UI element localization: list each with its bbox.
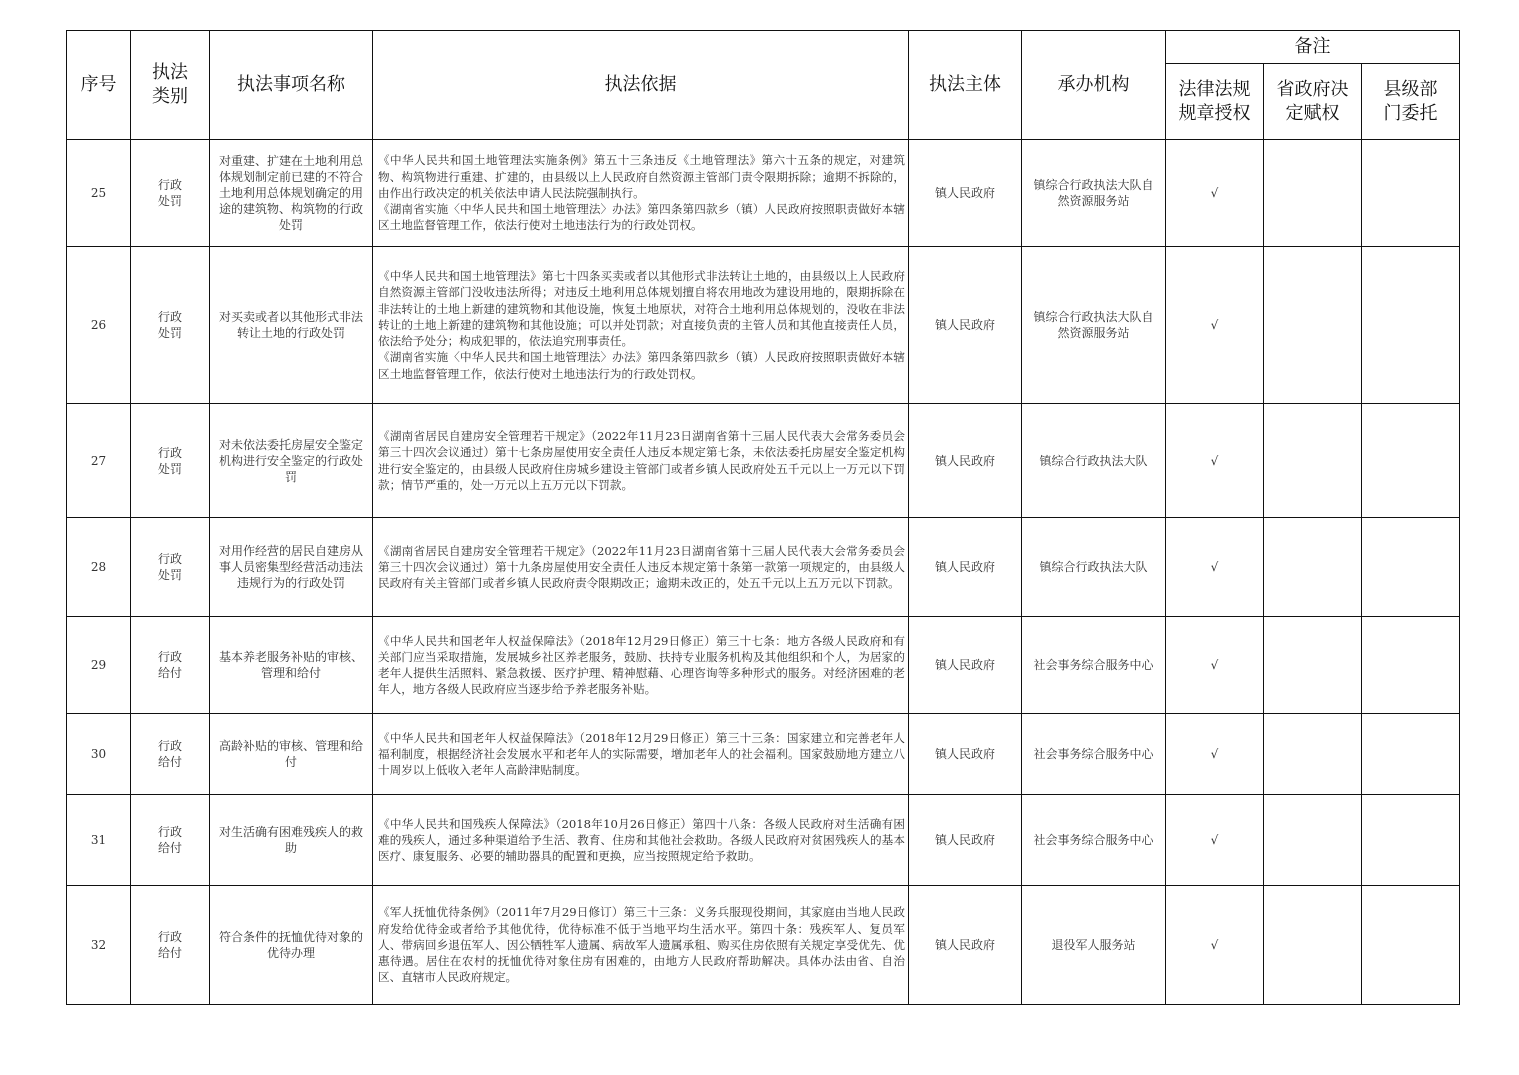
cell-county-entrust xyxy=(1362,714,1460,795)
cell-agency xyxy=(1022,247,1166,404)
cell-seq xyxy=(67,518,131,617)
cell-category xyxy=(131,795,210,886)
cell-agency xyxy=(1022,140,1166,247)
cell-item-name-text: 符合条件的抚恤优待对象的优待办理 xyxy=(218,930,363,960)
cell-county-entrust xyxy=(1362,404,1460,518)
cell-item-name xyxy=(210,404,373,518)
cell-subject xyxy=(909,886,1022,1005)
cell-subject xyxy=(909,795,1022,886)
cell-basis-text xyxy=(373,264,908,385)
cell-law-auth xyxy=(1166,140,1264,247)
cell-law-auth-text: √ xyxy=(1210,938,1219,952)
cell-category xyxy=(131,714,210,795)
cell-agency xyxy=(1022,795,1166,886)
cell-subject-text: 镇人民政府 xyxy=(934,186,995,200)
cell-law-auth xyxy=(1166,795,1264,886)
table-row xyxy=(67,247,1460,404)
cell-item-name xyxy=(210,518,373,617)
cell-agency xyxy=(1022,617,1166,714)
cell-prov-auth xyxy=(1264,518,1362,617)
cell-category xyxy=(131,247,210,404)
cell-basis xyxy=(373,714,909,795)
cell-item-name-text: 高龄补贴的审核、管理和给付 xyxy=(218,739,363,769)
cell-law-auth xyxy=(1166,247,1264,404)
cell-subject-text: 镇人民政府 xyxy=(934,938,995,952)
header-category xyxy=(131,31,210,140)
cell-category-text: 行政处罚 xyxy=(157,445,182,476)
cell-seq-text: 28 xyxy=(90,560,107,574)
cell-law-auth xyxy=(1166,404,1264,518)
cell-county-entrust xyxy=(1362,518,1460,617)
cell-basis-text xyxy=(373,629,908,702)
table-row xyxy=(67,795,1460,886)
cell-category-text: 行政给付 xyxy=(157,930,182,960)
cell-agency xyxy=(1022,886,1166,1005)
header-county-entrust xyxy=(1362,64,1460,140)
table-row xyxy=(67,404,1460,518)
cell-law-auth-text: √ xyxy=(1210,658,1219,672)
cell-seq-text: 25 xyxy=(90,186,107,200)
basis-paragraph: 《中华人民共和国老年人权益保障法》（2018年12月29日修正）第三十七条：地方各级人民政府和有关部门应当采取措施，发展城乡社区养老服务，鼓励、扶持专业服务机构及其他组织和个人，为居家的老年人提供生活照料、紧急救援、医疗护理、精神慰藉、心理咨询等多种形式的服务。对经济困难的老年人，地方各级人民政府应当逐步给予养老服务补贴。 xyxy=(378,633,905,697)
cell-subject xyxy=(909,617,1022,714)
cell-item-name-text: 对未依法委托房屋安全鉴定机构进行安全鉴定的行政处罚 xyxy=(218,437,363,484)
cell-seq xyxy=(67,714,131,795)
header-county-entrust-label: 县级部门委托 xyxy=(1383,78,1438,124)
cell-item-name xyxy=(210,795,373,886)
basis-paragraph: 《湖南省居民自建房安全管理若干规定》（2022年11月23日湖南省第十三届人民代表大会常务委员会第三十四次会议通过）第十九条房屋使用安全责任人违反本规定第十条第一款第一项规定的，由县级人民政府有关主管部门或者乡镇人民政府责令限期改正；逾期未改正的，处五千元以上五万元以下罚款。 xyxy=(378,543,905,591)
cell-subject xyxy=(909,714,1022,795)
cell-category xyxy=(131,886,210,1005)
cell-item-name-text: 对生活确有困难残疾人的救助 xyxy=(218,825,363,855)
cell-agency xyxy=(1022,404,1166,518)
cell-law-auth-text: √ xyxy=(1210,560,1219,574)
cell-law-auth xyxy=(1166,617,1264,714)
cell-county-entrust xyxy=(1362,140,1460,247)
basis-paragraph: 《军人抚恤优待条例》（2011年7月29日修订）第三十三条：义务兵服现役期间，其家庭由当地人民政府发给优待金或者给予其他优待，优待标准不低于当地平均生活水平。第四十条：残疾军人、复员军人、带病回乡退伍军人、因公牺牲军人遗属、病故军人遗属承租、购买住房依照有关规定享受优先、优惠待遇。居住在农村的抚恤优待对象住房有困难的，由地方人民政府帮助解决。具体办法由省、自治区、直辖市人民政府规定。 xyxy=(378,905,905,985)
cell-subject-text: 镇人民政府 xyxy=(934,318,995,332)
cell-basis xyxy=(373,518,909,617)
cell-prov-auth xyxy=(1264,247,1362,404)
cell-agency-text: 镇综合行政执法大队自然资源服务站 xyxy=(1033,178,1154,208)
header-basis: 执法依据 xyxy=(373,31,909,140)
cell-category-text: 行政处罚 xyxy=(157,310,182,340)
cell-basis-text xyxy=(373,812,908,869)
basis-paragraph: 《湖南省实施〈中华人民共和国土地管理法〉办法》第四条第四款乡（镇）人民政府按照职责做好本辖区土地监督管理工作，依法行使对土地违法行为的行政处罚权。 xyxy=(378,350,905,381)
header-law-auth xyxy=(1166,64,1264,140)
cell-category xyxy=(131,518,210,617)
header-agency: 承办机构 xyxy=(1022,31,1166,140)
header-seq: 序号 xyxy=(67,31,131,140)
cell-law-auth-text: √ xyxy=(1210,186,1219,200)
cell-category-text: 行政给付 xyxy=(157,739,182,769)
cell-basis xyxy=(373,404,909,518)
cell-basis xyxy=(373,617,909,714)
cell-law-auth-text: √ xyxy=(1210,747,1219,761)
cell-item-name xyxy=(210,714,373,795)
cell-subject xyxy=(909,404,1022,518)
cell-seq xyxy=(67,886,131,1005)
cell-seq-text: 27 xyxy=(90,453,107,468)
cell-agency-text: 镇综合行政执法大队自然资源服务站 xyxy=(1033,310,1154,340)
cell-law-auth xyxy=(1166,714,1264,795)
cell-seq-text: 26 xyxy=(90,318,107,332)
cell-subject-text: 镇人民政府 xyxy=(934,747,995,761)
cell-category xyxy=(131,617,210,714)
cell-category xyxy=(131,404,210,518)
basis-paragraph: 《中华人民共和国残疾人保障法》（2018年10月26日修正）第四十八条：各级人民政府对生活确有困难的残疾人，通过多种渠道给予生活、教育、住房和其他社会救助。各级人民政府对贫困残疾人的基本医疗、康复服务、必要的辅助器具的配置和更换，应当按照规定给予救助。 xyxy=(378,816,905,864)
table-row xyxy=(67,140,1460,247)
cell-basis xyxy=(373,795,909,886)
cell-basis-text xyxy=(373,900,908,989)
cell-prov-auth xyxy=(1264,404,1362,518)
cell-item-name xyxy=(210,140,373,247)
table-header xyxy=(67,31,1460,140)
table-row xyxy=(67,714,1460,795)
cell-item-name-text: 基本养老服务补贴的审核、管理和给付 xyxy=(218,650,363,680)
cell-prov-auth xyxy=(1264,714,1362,795)
cell-category-text: 行政处罚 xyxy=(157,178,182,208)
header-prov-auth-label: 省政府决定赋权 xyxy=(1276,78,1349,124)
cell-category-text: 行政给付 xyxy=(157,825,182,855)
cell-seq-text: 32 xyxy=(90,938,107,952)
cell-agency-text: 退役军人服务站 xyxy=(1051,938,1136,952)
cell-basis-text xyxy=(373,148,908,237)
header-law-auth-label: 法律法规规章授权 xyxy=(1178,78,1251,124)
cell-item-name xyxy=(210,886,373,1005)
cell-agency-text: 社会事务综合服务中心 xyxy=(1033,747,1154,761)
cell-subject-text: 镇人民政府 xyxy=(934,833,995,847)
cell-seq-text: 31 xyxy=(90,833,107,847)
cell-basis xyxy=(373,247,909,404)
cell-category xyxy=(131,140,210,247)
cell-item-name xyxy=(210,617,373,714)
cell-law-auth xyxy=(1166,886,1264,1005)
cell-seq xyxy=(67,795,131,886)
table-row xyxy=(67,617,1460,714)
table-body xyxy=(67,140,1460,1005)
cell-basis xyxy=(373,140,909,247)
table-row xyxy=(67,518,1460,617)
cell-county-entrust xyxy=(1362,617,1460,714)
cell-law-auth xyxy=(1166,518,1264,617)
enforcement-items-table xyxy=(66,30,1460,1005)
basis-paragraph: 《中华人民共和国老年人权益保障法》（2018年12月29日修正）第三十三条：国家建立和完善老年人福利制度，根据经济社会发展水平和老年人的实际需要，增加老年人的社会福利。国家鼓励地方建立八十周岁以上低收入老年人高龄津贴制度。 xyxy=(378,730,905,778)
cell-subject-text: 镇人民政府 xyxy=(934,453,995,468)
cell-prov-auth xyxy=(1264,795,1362,886)
cell-agency xyxy=(1022,714,1166,795)
cell-basis-text xyxy=(373,726,908,783)
cell-category-text: 行政给付 xyxy=(157,650,182,680)
cell-item-name xyxy=(210,247,373,404)
basis-paragraph: 《中华人民共和国土地管理法实施条例》第五十三条违反《土地管理法》第六十五条的规定，对建筑物、构筑物进行重建、扩建的，由县级以上人民政府自然资源主管部门责令限期拆除；逾期不拆除的，由作出行政决定的机关依法申请人民法院强制执行。 xyxy=(378,153,905,200)
cell-seq xyxy=(67,247,131,404)
basis-paragraph: 《中华人民共和国土地管理法》第七十四条买卖或者以其他形式非法转让土地的，由县级以上人民政府自然资源主管部门没收违法所得；对违反土地利用总体规划擅自将农用地改为建设用地的，限期拆除在非法转让的土地上新建的建筑物和其他设施，恢复土地原状，对符合土地利用总体规划的，没收在非法转让的土地上新建的建筑物和其他设施；可以并处罚款；对直接负责的主管人员和其他直接责任人员，依法给予处分；构成犯罪的，依法追究刑事责任。 xyxy=(378,269,905,349)
cell-law-auth-text: √ xyxy=(1210,318,1219,332)
cell-basis xyxy=(373,886,909,1005)
cell-seq xyxy=(67,617,131,714)
cell-agency-text: 镇综合行政执法大队 xyxy=(1039,453,1148,468)
cell-seq-text: 30 xyxy=(90,747,107,761)
cell-item-name-text: 对重建、扩建在土地利用总体规划制定前已建的不符合土地利用总体规划确定的用途的建筑物、构筑物的行政处罚 xyxy=(218,154,363,232)
cell-seq-text: 29 xyxy=(90,658,107,672)
cell-prov-auth xyxy=(1264,886,1362,1005)
basis-paragraph: 《湖南省居民自建房安全管理若干规定》（2022年11月23日湖南省第十三届人民代表大会常务委员会第三十四次会议通过）第十七条房屋使用安全责任人违反本规定第七条，未依法委托房屋安全鉴定机构进行安全鉴定的，由县级人民政府住房城乡建设主管部门或者乡镇人民政府处五千元以上一万元以下罚款；情节严重的，处一万元以上五万元以下罚款。 xyxy=(378,429,905,492)
cell-agency-text: 社会事务综合服务中心 xyxy=(1033,833,1154,847)
cell-agency xyxy=(1022,518,1166,617)
cell-basis-text xyxy=(373,424,908,497)
cell-county-entrust xyxy=(1362,795,1460,886)
cell-county-entrust xyxy=(1362,247,1460,404)
cell-subject-text: 镇人民政府 xyxy=(934,560,995,574)
cell-prov-auth xyxy=(1264,617,1362,714)
cell-seq xyxy=(67,404,131,518)
cell-basis-text xyxy=(373,539,908,596)
header-item: 执法事项名称 xyxy=(210,31,373,140)
cell-prov-auth xyxy=(1264,140,1362,247)
basis-paragraph: 《湖南省实施〈中华人民共和国土地管理法〉办法》第四条第四款乡（镇）人民政府按照职责做好本辖区土地监督管理工作，依法行使对土地违法行为的行政处罚权。 xyxy=(378,202,905,233)
cell-category-text: 行政处罚 xyxy=(157,552,182,582)
header-category-label: 执法类别 xyxy=(152,62,188,107)
header-subject: 执法主体 xyxy=(909,31,1022,140)
header-remarks: 备注 xyxy=(1166,31,1460,64)
header-prov-auth xyxy=(1264,64,1362,140)
cell-subject xyxy=(909,140,1022,247)
cell-agency-text: 社会事务综合服务中心 xyxy=(1033,658,1154,672)
cell-law-auth-text: √ xyxy=(1210,833,1219,847)
table-row xyxy=(67,886,1460,1005)
cell-law-auth-text: √ xyxy=(1210,453,1219,468)
cell-agency-text: 镇综合行政执法大队 xyxy=(1039,560,1148,574)
cell-seq xyxy=(67,140,131,247)
cell-subject xyxy=(909,518,1022,617)
cell-subject xyxy=(909,247,1022,404)
cell-subject-text: 镇人民政府 xyxy=(934,658,995,672)
cell-item-name-text: 对用作经营的居民自建房从事人员密集型经营活动违法违规行为的行政处罚 xyxy=(218,544,363,590)
cell-item-name-text: 对买卖或者以其他形式非法转让土地的行政处罚 xyxy=(218,310,363,340)
cell-county-entrust xyxy=(1362,886,1460,1005)
